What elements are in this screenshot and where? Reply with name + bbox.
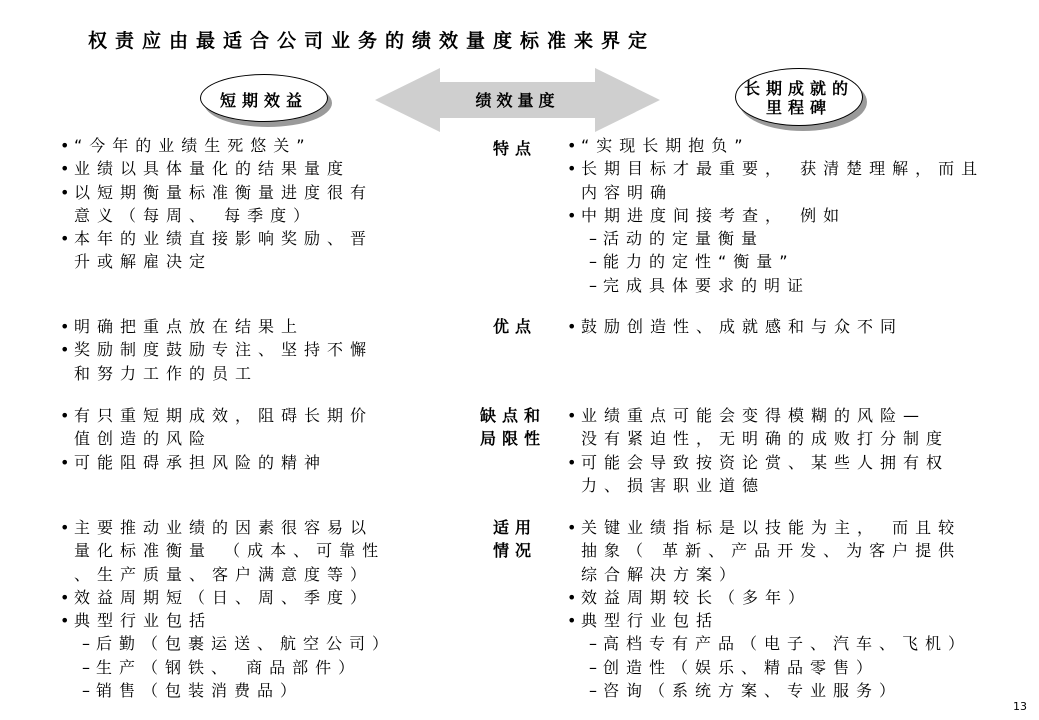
sub-item: – 活动的定量衡量 — [567, 227, 984, 250]
list-item-continuation: 综合解决方案） — [581, 564, 743, 584]
page-title: 权责应由最适合公司业务的绩效量度标准来界定 — [88, 30, 656, 52]
double-arrow — [375, 68, 660, 132]
list-item-continuation: 没有紧迫性，无明确的成败打分制度 — [581, 429, 950, 449]
list-item: • 以短期衡量标准衡量进度很有 — [60, 181, 373, 204]
sub-item: – 生产（钢铁、 商品部件） — [60, 656, 395, 679]
row3-right-list — [567, 404, 949, 497]
list-item: • 鼓励创造性、成就感和与众不同 — [567, 315, 903, 338]
list-item: • 有只重短期成效，阻碍长期价 — [60, 404, 373, 427]
list-item: • 效益周期较长（多年） — [567, 586, 971, 609]
sub-item: – 高档专有产品（电子、汽车、飞机） — [567, 632, 971, 655]
list-item: • 主要推动业绩的因素很容易以 — [60, 516, 395, 539]
sub-item: – 完成具体要求的明证 — [567, 274, 984, 297]
list-item: • “实现长期抱负” — [567, 134, 984, 157]
list-item-continuation: 力、损害职业道德 — [581, 475, 766, 495]
page-number: 13 — [1013, 700, 1027, 713]
list-item: • 关键业绩指标是以技能为主， 而且较 — [567, 516, 971, 539]
list-item: • 长期目标才最重要， 获清楚理解，而且 — [567, 157, 984, 180]
sub-item: – 销售（包装消费品） — [60, 679, 395, 702]
long-term-oval — [735, 68, 863, 126]
list-item-continuation: 和努力工作的员工 — [74, 363, 259, 383]
row4-left-list — [60, 516, 395, 702]
row1-label: 特点 — [493, 139, 538, 158]
list-item-continuation: 抽象（ 革新、产品开发、为客户提供 — [581, 541, 962, 561]
sub-item: – 能力的定性“衡量” — [567, 250, 984, 273]
list-item-continuation: 值创造的风险 — [74, 429, 213, 449]
short-term-oval — [200, 74, 328, 122]
row2-left-list — [60, 315, 373, 385]
list-item-continuation: 意义（每周、 每季度） — [74, 205, 317, 225]
list-item: • 可能阻碍承担风险的精神 — [60, 451, 373, 474]
list-item: • 业绩以具体量化的结果量度 — [60, 157, 373, 180]
sub-item: – 后勤（包裹运送、航空公司） — [60, 632, 395, 655]
row1-right-list — [567, 134, 984, 297]
row3-left-list — [60, 404, 373, 474]
sub-item: – 创造性（娱乐、精品零售） — [567, 656, 971, 679]
row4-right-list — [567, 516, 971, 702]
list-item-continuation: 升或解雇决定 — [74, 252, 213, 272]
row2-right-list — [567, 315, 903, 338]
list-item-continuation: 内容明确 — [581, 182, 674, 202]
sub-item: – 咨询（系统方案、专业服务） — [567, 679, 971, 702]
list-item: • 典型行业包括 — [60, 609, 395, 632]
list-item: • 中期进度间接考查， 例如 — [567, 204, 984, 227]
long-term-label: 长期成就的里程碑 — [743, 79, 854, 117]
list-item: • 本年的业绩直接影响奖励、晋 — [60, 227, 373, 250]
list-item-continuation: 、生产质量、客户满意度等） — [74, 564, 374, 584]
row3-label: 缺点和局限性 — [480, 406, 547, 448]
list-item: • 效益周期短（日、周、季度） — [60, 586, 395, 609]
list-item: • 业绩重点可能会变得模糊的风险— — [567, 404, 949, 427]
list-item: • 可能会导致按资论赏、某些人拥有权 — [567, 451, 949, 474]
list-item: • 明确把重点放在结果上 — [60, 315, 373, 338]
row1-left-list — [60, 134, 373, 274]
list-item: • 典型行业包括 — [567, 609, 971, 632]
row2-label: 优点 — [493, 317, 538, 336]
row4-label: 适用情况 — [493, 518, 538, 560]
list-item: • 奖励制度鼓励专注、坚持不懈 — [60, 338, 373, 361]
list-item-continuation: 量化标准衡量 （成本、可靠性 — [74, 541, 386, 561]
short-term-label: 短期效益 — [219, 91, 308, 110]
list-item: • “今年的业绩生死悠关” — [60, 134, 373, 157]
performance-measure-label: 绩效量度 — [475, 91, 560, 110]
